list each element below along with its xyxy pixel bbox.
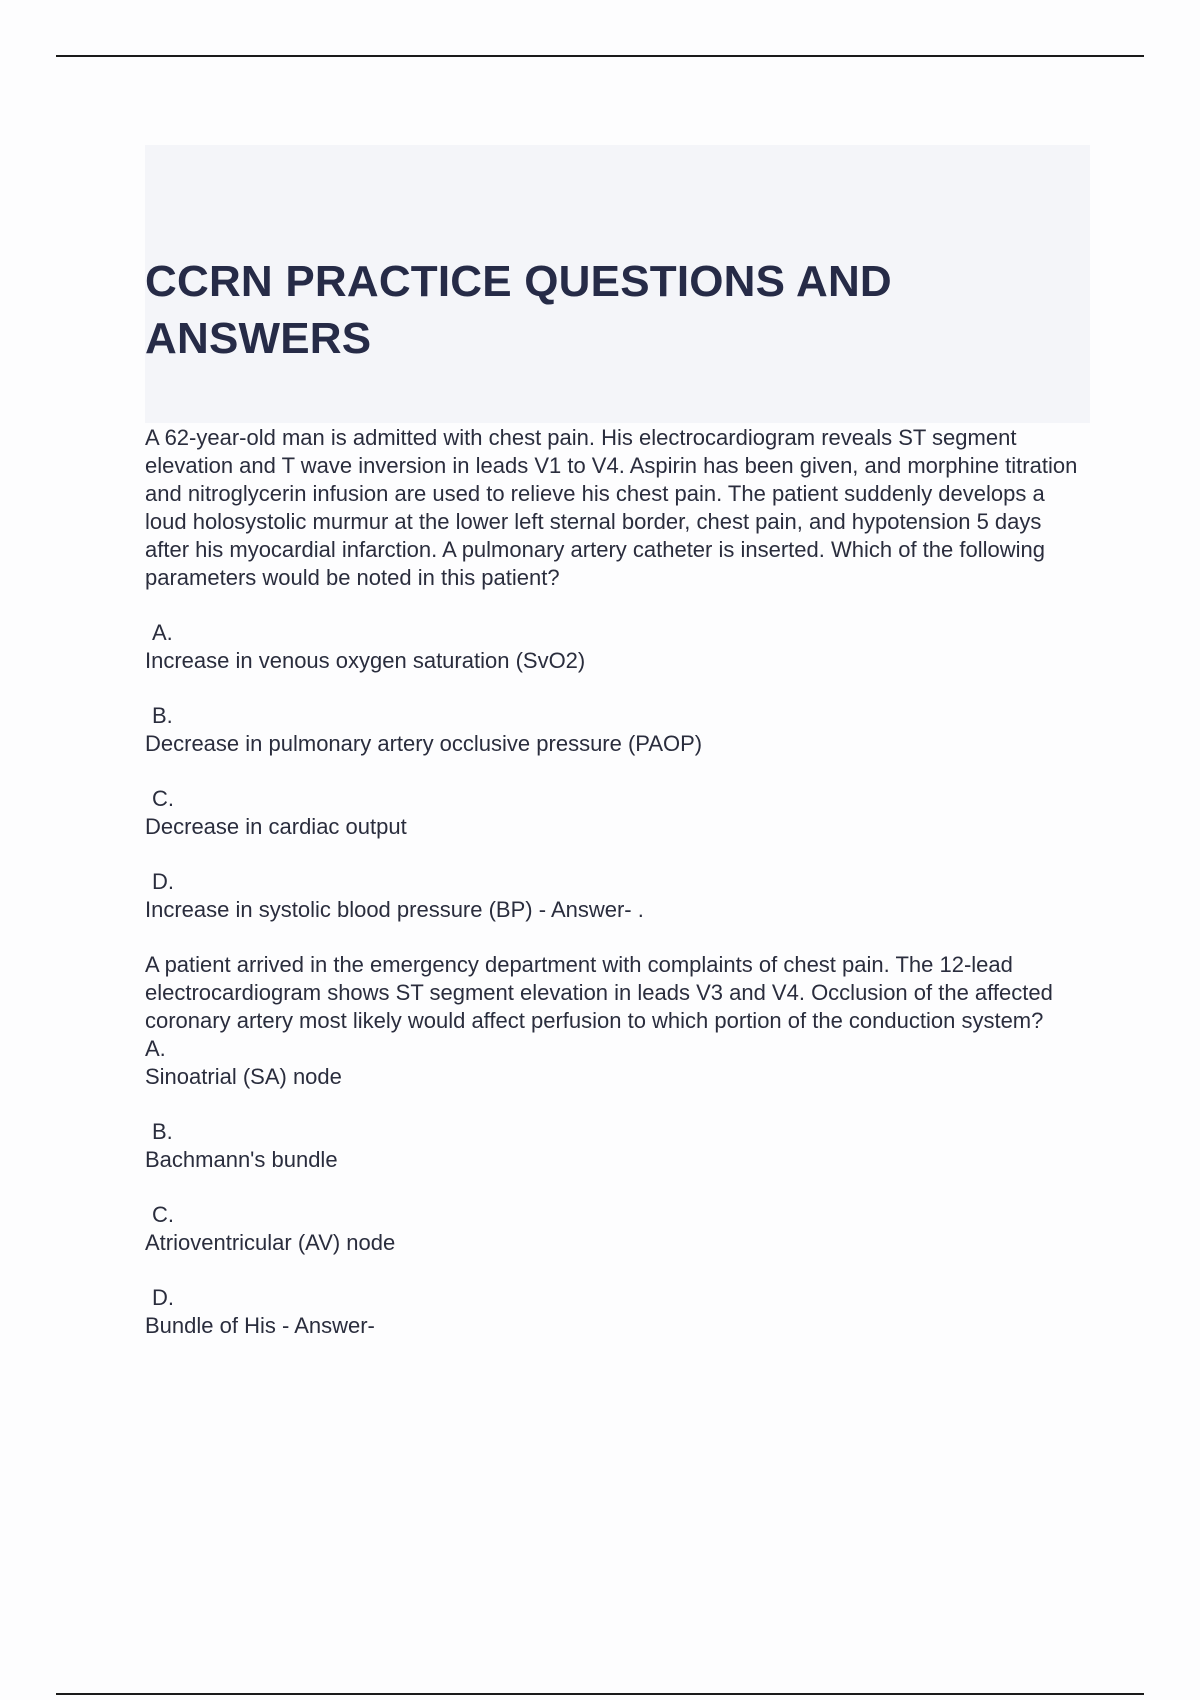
answer-option-c: [145, 785, 1087, 841]
question-stem: A patient arrived in the emergency department with complaints of chest pain. The 12-lead electrocardiogram shows ST segment elevation in leads V3 and V4. Occlusion of the affected coronary artery most likely would affect perfusion to which portion of the conduction system?: [145, 952, 1053, 1033]
option-letter: C.: [152, 786, 174, 811]
option-letter: A.: [145, 1036, 166, 1061]
option-letter: D.: [152, 869, 174, 894]
option-letter: D.: [152, 1285, 174, 1310]
option-text: Atrioventricular (AV) node: [145, 1230, 396, 1255]
option-text: Sinoatrial (SA) node: [145, 1064, 342, 1089]
answer-option-a: [145, 619, 1087, 675]
option-text: Bachmann's bundle: [145, 1147, 338, 1172]
answer-option-d: [145, 1284, 1075, 1340]
header-rule: [56, 55, 1144, 57]
title-block: [145, 145, 1090, 423]
option-text: Decrease in pulmonary artery occlusive pressure (PAOP): [145, 731, 703, 756]
option-letter: B.: [152, 703, 173, 728]
page-title: CCRN PRACTICE QUESTIONS AND ANSWERS: [145, 257, 892, 363]
question-2: [145, 951, 1075, 1340]
option-letter: B.: [152, 1119, 173, 1144]
answer-option-a: [145, 1035, 1075, 1091]
answer-option-d: [145, 868, 1087, 924]
option-text: Increase in systolic blood pressure (BP) - Answer- .: [145, 897, 644, 922]
document-content: [145, 145, 1090, 1340]
option-text: Bundle of His - Answer-: [145, 1313, 375, 1338]
answer-option-c: [145, 1201, 1075, 1257]
question-1: [145, 424, 1087, 924]
option-text: Decrease in cardiac output: [145, 814, 407, 839]
answer-option-b: [145, 702, 1087, 758]
question-stem: A 62-year-old man is admitted with chest pain. His electrocardiogram reveals ST segment elevation and T wave inversion in leads V1 to V4. Aspirin has been given, and morphine titration and nitroglycerin infusion are used to relieve his chest pain. The patient suddenly develops a loud holosystolic murmur at the lower left sternal border, chest pain, and hypotension 5 days after his myocardial infarction. A pulmonary artery catheter is inserted. Which of the following parameters would be noted in this patient?: [145, 425, 1078, 590]
footer-rule: [56, 1693, 1144, 1695]
answer-option-b: [145, 1118, 1075, 1174]
option-text: Increase in venous oxygen saturation (SvO2): [145, 648, 586, 673]
option-letter: A.: [152, 620, 173, 645]
option-letter: C.: [152, 1202, 174, 1227]
